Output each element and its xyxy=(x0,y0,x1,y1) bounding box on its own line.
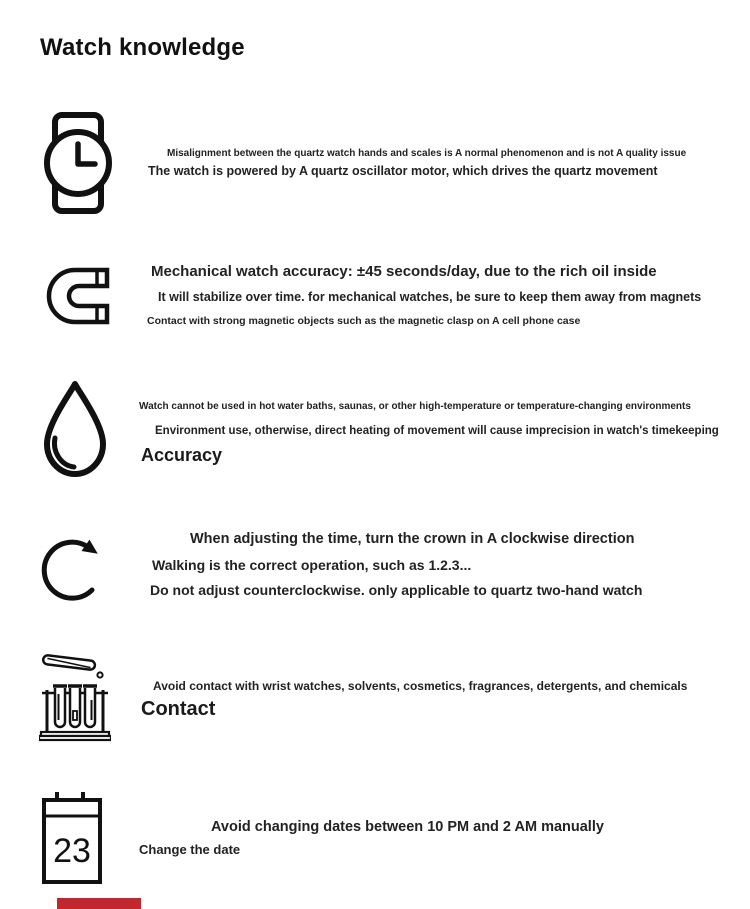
section-crown-main: When adjusting the time, turn the crown in A clockwise direction xyxy=(190,531,635,547)
red-accent-bar xyxy=(57,898,141,909)
wristwatch-icon xyxy=(38,112,118,215)
page-title: Watch knowledge xyxy=(40,34,245,61)
water-drop-icon xyxy=(41,380,109,479)
section-accuracy-heading: Accuracy xyxy=(141,445,223,465)
magnet-icon xyxy=(46,265,110,329)
section-watch-main: The watch is powered by A quartz oscillator motor, which drives the quartz movement xyxy=(148,164,658,178)
section-crown-note: Do not adjust counterclockwise. only applicable to quartz two-hand watch xyxy=(150,582,643,598)
section-contact-heading: Contact xyxy=(141,698,216,720)
section-date-sub: Change the date xyxy=(139,842,241,857)
section-date-main: Avoid changing dates between 10 PM and 2 AM manually xyxy=(211,819,604,835)
calendar-day-number: 23 xyxy=(53,832,91,870)
section-crown-sub: Walking is the correct operation, such as 1.2.3... xyxy=(152,557,472,573)
test-tubes-icon xyxy=(39,648,111,743)
section-watch-note: Misalignment between the quartz watch hands and scales is A normal phenomenon and is not A quality issue xyxy=(167,148,687,159)
section-chemicals-note: Avoid contact with wrist watches, solvents, cosmetics, fragrances, detergents, and chemicals xyxy=(153,679,688,693)
calendar-icon xyxy=(41,791,103,885)
section-temperature-sub: Environment use, otherwise, direct heating of movement will cause imprecision in watch's timekeeping xyxy=(155,425,719,437)
section-magnet-note: Contact with strong magnetic objects such as the magnetic clasp on A cell phone case xyxy=(147,315,581,327)
clockwise-arrow-icon xyxy=(40,528,108,607)
section-temperature-note: Watch cannot be used in hot water baths, saunas, or other high-temperature or temperature-changing environments xyxy=(139,401,691,412)
section-magnet-sub: It will stabilize over time. for mechanical watches, be sure to keep them away from magnets xyxy=(158,290,702,304)
section-magnet-main: Mechanical watch accuracy: ±45 seconds/day, due to the rich oil inside xyxy=(151,263,657,280)
